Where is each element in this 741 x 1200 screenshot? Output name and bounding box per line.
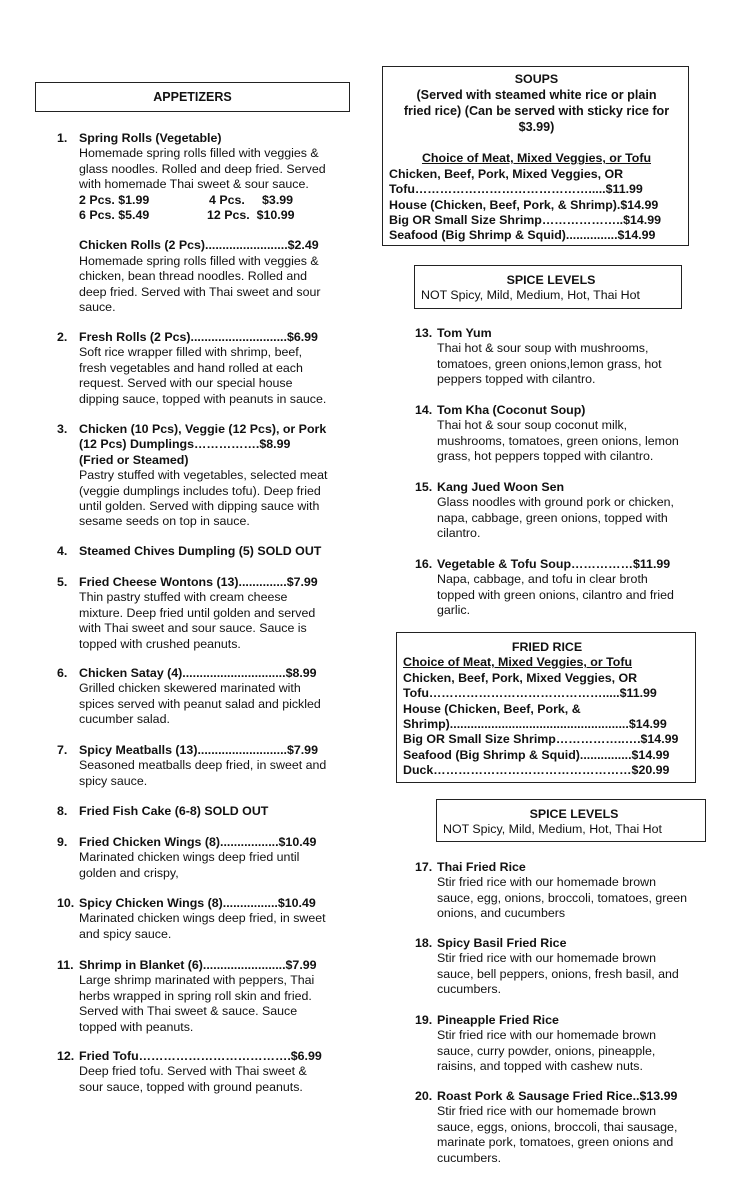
item-desc-line: topped with crushed peanuts. <box>79 636 241 651</box>
fried-rice-price-line: House (Chicken, Beef, Pork, & <box>403 701 581 716</box>
item-name: Chicken (10 Pcs), Veggie (12 Pcs), or Pork <box>79 422 327 436</box>
item-desc-line: Glass noodles with ground pork or chicken, <box>437 495 674 510</box>
item-desc-line: Marinated chicken wings deep fried, in sweet <box>79 911 326 926</box>
item-number: 18. <box>415 936 433 950</box>
item-number: 1. <box>57 131 68 145</box>
item-desc-line: sauce, eggs, onions, broccoli, thai sausage, <box>437 1119 678 1134</box>
item-desc-line: dipping sauce, topped with peanuts in sauce. <box>79 391 327 406</box>
fried-rice-spice-box <box>436 799 706 842</box>
item-name: Fresh Rolls (2 Pcs)............................$6.99 <box>79 330 318 344</box>
soups-note: $3.99) <box>518 120 555 135</box>
price-option: 6 Pcs. $5.49 <box>79 208 150 223</box>
item-name: Fried Chicken Wings (8).................$10.49 <box>79 835 317 849</box>
item-desc-line: mixture. Deep fried until golden and served <box>79 605 316 620</box>
soups-price-line: Tofu…………………………………….....$11.99 <box>389 182 643 197</box>
spice-title: SPICE LEVELS <box>529 807 619 821</box>
item-desc-line: deep fried. Served with Thai sweet and sour <box>79 284 321 299</box>
item-desc-line: with homemade Thai sweet & sour sauce. <box>79 177 309 192</box>
item-desc-line: Large shrimp marinated with peppers, Thai <box>79 973 315 988</box>
soups-note: (Served with steamed white rice or plain <box>416 88 657 103</box>
item-desc-line: napa, cabbage, green onions, topped with <box>437 510 668 525</box>
item-desc-line: tomatoes, green onions,lemon grass, hot <box>437 356 662 371</box>
item-desc-line: herbs wrapped in spring roll skin and fried. <box>79 988 312 1003</box>
item-number: 2. <box>57 330 68 344</box>
item-desc-line: Homemade spring rolls filled with veggies & <box>79 146 319 161</box>
item-desc-line: Soft rice wrapper filled with shrimp, beef, <box>79 345 303 360</box>
item-name: Tom Kha (Coconut Soup) <box>437 403 586 417</box>
fried-rice-title: FRIED RICE <box>511 640 583 654</box>
spice-title: SPICE LEVELS <box>506 273 596 287</box>
item-desc-line: sour sauce, topped with ground peanuts. <box>79 1079 303 1094</box>
item-desc-line: sesame seeds on top in sauce. <box>79 514 250 529</box>
item-number: 20. <box>415 1089 433 1103</box>
item-desc-line: Homemade spring rolls filled with veggies & <box>79 253 319 268</box>
item-desc-line: cilantro. <box>437 526 481 541</box>
item-desc-line: mushrooms, tomatoes, green onions, lemon <box>437 433 679 448</box>
item-desc-line: fresh vegetables and hand rolled at each <box>79 360 303 375</box>
fried-rice-price-line: Chicken, Beef, Pork, Mixed Veggies, OR <box>403 670 638 685</box>
fried-rice-price-line: Duck…………………………………………$20.99 <box>403 763 670 778</box>
item-desc-line: Seasoned meatballs deep fried, in sweet and <box>79 758 327 773</box>
item-name: Fried Cheese Wontons (13)..............$7.99 <box>79 575 318 589</box>
item-name: Shrimp in Blanket (6)........................$7.99 <box>79 958 317 972</box>
item-number: 16. <box>415 557 433 571</box>
item-number: 6. <box>57 666 68 680</box>
item-desc-line: onions, and cucumbers <box>437 906 566 921</box>
item-desc-line: raisins, and topped with cashew nuts. <box>437 1059 643 1074</box>
item-desc-line: (veggie dumplings includes tofu). Deep fried <box>79 483 321 498</box>
item-name: (Fried or Steamed) <box>79 452 189 467</box>
soups-note: fried rice) (Can be served with sticky rice for <box>403 104 670 119</box>
item-desc-line: request. Served with our special house <box>79 376 293 391</box>
soups-price-line: House (Chicken, Beef, Pork, & Shrimp).$14.99 <box>389 197 659 212</box>
item-desc-line: Stir fried rice with our homemade brown <box>437 875 656 890</box>
item-desc-line: cucumber salad. <box>79 712 170 727</box>
item-number: 13. <box>415 326 433 340</box>
item-desc-line: peppers topped with cilantro. <box>437 372 596 387</box>
item-number: 4. <box>57 544 68 558</box>
item-number: 19. <box>415 1013 433 1027</box>
soups-choice-title: Choice of Meat, Mixed Veggies, or Tofu <box>421 151 652 166</box>
item-desc-line: Marinated chicken wings deep fried until <box>79 850 300 865</box>
item-number: 14. <box>415 403 433 417</box>
fried-rice-choice-title: Choice of Meat, Mixed Veggies, or Tofu <box>403 655 633 670</box>
appetizers-title: APPETIZERS <box>35 82 350 112</box>
item-name: Thai Fried Rice <box>437 860 526 874</box>
item-name: Fried Tofu……………………………….$6.99 <box>79 1049 322 1063</box>
item-desc-line: topped with peanuts. <box>79 1019 194 1034</box>
item-desc-line: Deep fried tofu. Served with Thai sweet & <box>79 1064 307 1079</box>
item-name: Steamed Chives Dumpling (5) SOLD OUT <box>79 544 322 558</box>
item-desc-line: Grilled chicken skewered marinated with <box>79 681 301 696</box>
item-number: 8. <box>57 804 68 818</box>
price-option: 4 Pcs. $3.99 <box>209 192 294 207</box>
item-number: 12. <box>57 1049 75 1063</box>
item-desc-line: Stir fried rice with our homemade brown <box>437 1104 656 1119</box>
item-number: 17. <box>415 860 433 874</box>
item-desc-line: glass noodles. Rolled and deep fried. Served <box>79 161 326 176</box>
item-name: Tom Yum <box>437 326 492 340</box>
item-name: Spicy Meatballs (13)..........................$7.99 <box>79 743 318 757</box>
fried-rice-price-line: Shrimp)....................................................$14.99 <box>403 717 667 732</box>
item-desc-line: sauce, bell peppers, onions, fresh basil, and <box>437 966 679 981</box>
item-number: 11. <box>57 958 74 972</box>
item-desc-line: Stir fried rice with our homemade brown <box>437 1028 656 1043</box>
item-desc-line: spicy sauce. <box>79 773 148 788</box>
price-row <box>79 208 326 223</box>
soups-title: SOUPS <box>514 72 559 86</box>
item-desc-line: marinate pork, tomatoes, green onions and <box>437 1135 674 1150</box>
item-desc-line: cucumbers. <box>437 1150 502 1165</box>
item-number: 7. <box>57 743 68 757</box>
item-name: Fried Fish Cake (6-8) SOLD OUT <box>79 804 269 818</box>
item-desc-line: with Thai sweet and sour sauce. Sauce is <box>79 621 307 636</box>
spice-levels: NOT Spicy, Mild, Medium, Hot, Thai Hot <box>443 822 662 837</box>
fried-rice-price-line: Tofu…………………………………….....$11.99 <box>403 686 657 701</box>
price-option: 2 Pcs. $1.99 <box>79 192 150 207</box>
item-desc-line: grass, hot peppers topped with cilantro. <box>437 449 654 464</box>
item-name: (12 Pcs) Dumplings…………….$8.99 <box>79 437 291 452</box>
item-number: 5. <box>57 575 68 589</box>
item-desc-line: Thai hot & sour soup coconut milk, <box>437 418 628 433</box>
item-name: Pineapple Fried Rice <box>437 1013 559 1027</box>
item-desc-line: cucumbers. <box>437 982 502 997</box>
item-number: 15. <box>415 480 433 494</box>
item-desc-line: Thin pastry stuffed with cream cheese <box>79 590 288 605</box>
item-desc-line: topped with green onions, cilantro and fried <box>437 587 674 602</box>
item-number: 9. <box>57 835 68 849</box>
item-desc-line: chicken, bean thread noodles. Rolled and <box>79 269 308 284</box>
fried-rice-price-line: Big OR Small Size Shrimp……………..….$14.99 <box>403 732 679 747</box>
item-number: 10. <box>57 896 75 910</box>
price-option: 12 Pcs. $10.99 <box>207 208 295 223</box>
item-name: Kang Jued Woon Sen <box>437 480 565 494</box>
soups-price-line: Chicken, Beef, Pork, Mixed Veggies, OR <box>389 166 624 181</box>
item-desc-line: Stir fried rice with our homemade brown <box>437 951 656 966</box>
item-name: Chicken Satay (4)..............................$8.99 <box>79 666 317 680</box>
soups-price-line: Seafood (Big Shrimp & Squid)...............$14.99 <box>389 228 656 243</box>
soups-spice-box <box>414 265 682 309</box>
item-number: 3. <box>57 422 68 436</box>
item-desc-line: sauce, curry powder, onions, pineapple, <box>437 1043 656 1058</box>
item-desc-line: Napa, cabbage, and tofu in clear broth <box>437 572 648 587</box>
item-desc-line: sauce. <box>79 300 116 315</box>
item-desc-line: Pastry stuffed with vegetables, selected meat <box>79 468 328 483</box>
spice-levels: NOT Spicy, Mild, Medium, Hot, Thai Hot <box>421 288 640 303</box>
item-name: Vegetable & Tofu Soup……………$11.99 <box>437 557 671 571</box>
item-name: Spicy Chicken Wings (8)................$10.49 <box>79 896 316 910</box>
item-desc-line: spices served with peanut salad and pickled <box>79 696 321 711</box>
item-desc-line: sauce, egg, onions, broccoli, tomatoes, green <box>437 890 688 905</box>
item-desc-line: Served with Thai sweet & sauce. Sauce <box>79 1004 298 1019</box>
item-desc-line: garlic. <box>437 603 471 618</box>
soups-header-box <box>382 66 689 246</box>
item-desc-line: until golden. Served with dipping sauce with <box>79 499 320 514</box>
fried-rice-price-line: Seafood (Big Shrimp & Squid)...............$14.99 <box>403 747 670 762</box>
item-desc-line: Thai hot & sour soup with mushrooms, <box>437 341 649 356</box>
item-name: Chicken Rolls (2 Pcs)........................$2.49 <box>79 238 319 253</box>
fried-rice-box <box>396 632 696 783</box>
price-row <box>79 193 326 208</box>
item-desc-line: golden and crispy, <box>79 865 179 880</box>
item-name: Roast Pork & Sausage Fried Rice..$13.99 <box>437 1089 678 1103</box>
item-desc-line: and spicy sauce. <box>79 926 172 941</box>
item-name: Spring Rolls (Vegetable) <box>79 131 222 145</box>
item-name: Spicy Basil Fried Rice <box>437 936 567 950</box>
soups-price-line: Big OR Small Size Shrimp………………..$14.99 <box>389 213 661 228</box>
